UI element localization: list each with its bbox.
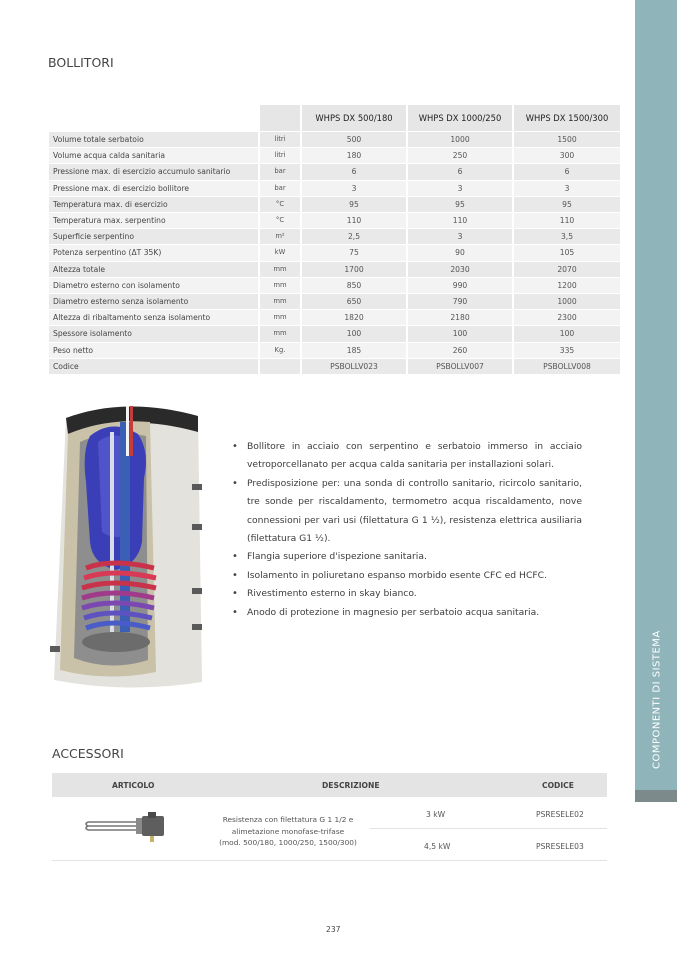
spec-row-value: 110: [513, 213, 620, 229]
spec-row-value: 1000: [513, 294, 620, 310]
accessory-description-line: (mod. 500/180, 1000/250, 1500/300): [219, 838, 357, 847]
accessory-code: PSRESELE03: [536, 842, 584, 851]
spec-row-value: 95: [513, 196, 620, 212]
spec-row: [49, 261, 620, 277]
spec-row-label: Diametro esterno con isolamento: [49, 277, 259, 293]
spec-row-unit: mm: [259, 261, 301, 277]
spec-row-value: 2,5: [301, 229, 407, 245]
spec-table: [48, 105, 620, 374]
section-title: BOLLITORI: [48, 55, 114, 70]
spec-row-label: Pressione max. di esercizio accumulo sanitario: [49, 164, 259, 180]
spec-row-unit: mm: [259, 310, 301, 326]
accessories-header-article: ARTICOLO: [112, 781, 155, 790]
spec-row-unit: °C: [259, 213, 301, 229]
spec-header-unit: [259, 105, 301, 132]
spec-row-value: 1000: [407, 132, 513, 148]
spec-row-value: 335: [513, 342, 620, 358]
feature-item: • Anodo di protezione in magnesio per serbatoio acqua sanitaria.: [232, 604, 582, 622]
spec-row-unit: bar: [259, 164, 301, 180]
spec-row-value: 1200: [513, 277, 620, 293]
spec-row-value: 2030: [407, 261, 513, 277]
spec-row-unit: mm: [259, 277, 301, 293]
spec-row-label: Volume totale serbatoio: [49, 132, 259, 148]
spec-row-label: Peso netto: [49, 342, 259, 358]
spec-row: [49, 310, 620, 326]
spec-row-value: 180: [301, 148, 407, 164]
spec-row-label: Superficie serpentino: [49, 229, 259, 245]
spec-row-value: PSBOLLV023: [301, 358, 407, 374]
spec-row-unit: mm: [259, 294, 301, 310]
spec-row-label: Altezza totale: [49, 261, 259, 277]
spec-row-value: 95: [407, 196, 513, 212]
accessory-description-line: alimetazione monofase-trifase: [231, 826, 345, 836]
spec-row-value: 6: [301, 164, 407, 180]
spec-row-label: Pressione max. di esercizio bollitore: [49, 180, 259, 196]
sidebar-tab-end: [635, 790, 677, 802]
spec-row-value: 3,5: [513, 229, 620, 245]
spec-row: [49, 213, 620, 229]
spec-row-value: 110: [407, 213, 513, 229]
accessories-title: ACCESSORI: [52, 746, 124, 761]
feature-item: • Isolamento in poliuretano espanso morbido esente CFC ed HCFC.: [232, 567, 582, 585]
spec-row: [49, 277, 620, 293]
spec-row: [49, 326, 620, 342]
spec-row: [49, 196, 620, 212]
spec-row-unit: litri: [259, 148, 301, 164]
spec-row: [49, 180, 620, 196]
spec-row: [49, 229, 620, 245]
accessories-header-description: DESCRIZIONE: [322, 781, 380, 790]
spec-row: [49, 294, 620, 310]
spec-row-label: Volume acqua calda sanitaria: [49, 148, 259, 164]
spec-row-unit: [259, 358, 301, 374]
spec-row: [49, 164, 620, 180]
spec-header-model: WHPS DX 1500/300: [513, 105, 620, 132]
spec-row-unit: mm: [259, 326, 301, 342]
feature-item: • Flangia superiore d'ispezione sanitaria.: [232, 548, 582, 566]
feature-item: • Rivestimento esterno in skay bianco.: [232, 585, 582, 603]
spec-row-value: 3: [301, 180, 407, 196]
spec-row: [49, 358, 620, 374]
spec-row-label: Spessore isolamento: [49, 326, 259, 342]
feature-item: • Bollitore in acciaio con serpentino e serbatoio immerso in acciaio vetroporcellanato per acqua calda sanitaria per installazioni solari.: [232, 438, 582, 475]
accessory-code: PSRESELE02: [536, 810, 584, 819]
spec-row-value: 990: [407, 277, 513, 293]
spec-row: [49, 342, 620, 358]
spec-row-value: 3: [513, 180, 620, 196]
spec-row: [49, 245, 620, 261]
spec-row-value: PSBOLLV007: [407, 358, 513, 374]
spec-header-model: WHPS DX 1000/250: [407, 105, 513, 132]
spec-row-value: 850: [301, 277, 407, 293]
spec-row-unit: Kg.: [259, 342, 301, 358]
spec-row-unit: bar: [259, 180, 301, 196]
spec-row-value: 100: [513, 326, 620, 342]
feature-item: • Predisposizione per: una sonda di controllo sanitario, ricircolo sanitario, tre sonde per riscaldamento, termometro acqua riscaldamento, nove connessioni per vari usi (filettatura G 1 ½), resistenza elettrica ausiliaria (filettatura G1 ½).: [232, 475, 582, 549]
spec-row-value: 260: [407, 342, 513, 358]
spec-row-label: Altezza di ribaltamento senza isolamento: [49, 310, 259, 326]
spec-row-value: PSBOLLV008: [513, 358, 620, 374]
spec-row-unit: litri: [259, 132, 301, 148]
spec-row-label: Temperatura max. di esercizio: [49, 196, 259, 212]
spec-row-value: 1700: [301, 261, 407, 277]
accessory-table-bottom: [52, 860, 607, 861]
accessory-row-divider: [370, 828, 607, 829]
spec-row-label: Diametro esterno senza isolamento: [49, 294, 259, 310]
spec-row-value: 2070: [513, 261, 620, 277]
spec-row: [49, 132, 620, 148]
accessory-power: 3 kW: [426, 810, 446, 819]
spec-row-value: 90: [407, 245, 513, 261]
spec-row-value: 110: [301, 213, 407, 229]
spec-header-blank: [49, 105, 259, 132]
spec-row-value: 105: [513, 245, 620, 261]
spec-row-value: 185: [301, 342, 407, 358]
sidebar-label-text: COMPONENTI DI SISTEMA: [651, 630, 663, 769]
page-number: 237: [326, 925, 341, 934]
spec-row-label: Temperatura max. serpentino: [49, 213, 259, 229]
spec-row-value: 250: [407, 148, 513, 164]
spec-row-value: 300: [513, 148, 620, 164]
spec-row-value: 3: [407, 180, 513, 196]
spec-row-value: 2300: [513, 310, 620, 326]
accessory-description: [210, 814, 366, 849]
spec-row-unit: °C: [259, 196, 301, 212]
accessories-header: [52, 773, 607, 797]
spec-row-value: 1820: [301, 310, 407, 326]
spec-row-value: 100: [301, 326, 407, 342]
spec-row-label: Codice: [49, 358, 259, 374]
spec-row-value: 75: [301, 245, 407, 261]
spec-row-value: 6: [513, 164, 620, 180]
feature-list: [232, 438, 582, 622]
spec-row-unit: m²: [259, 229, 301, 245]
spec-row-value: 500: [301, 132, 407, 148]
spec-row-unit: kW: [259, 245, 301, 261]
spec-row-value: 6: [407, 164, 513, 180]
spec-row-value: 95: [301, 196, 407, 212]
sidebar-label: [637, 630, 677, 790]
tank-illustration: [46, 392, 204, 694]
spec-header-row: [49, 105, 620, 132]
accessory-power: 4,5 kW: [424, 842, 451, 851]
spec-row-label: Potenza serpentino (ΔT 35K): [49, 245, 259, 261]
spec-row-value: 3: [407, 229, 513, 245]
spec-row-value: 790: [407, 294, 513, 310]
heating-element-image: [84, 812, 174, 844]
accessories-header-code: CODICE: [542, 781, 574, 790]
spec-row-value: 2180: [407, 310, 513, 326]
spec-row: [49, 148, 620, 164]
spec-header-model: WHPS DX 500/180: [301, 105, 407, 132]
spec-row-value: 650: [301, 294, 407, 310]
spec-row-value: 1500: [513, 132, 620, 148]
spec-row-value: 100: [407, 326, 513, 342]
accessory-description-line: Resistenza con filettatura G 1 1/2 e: [222, 815, 354, 824]
